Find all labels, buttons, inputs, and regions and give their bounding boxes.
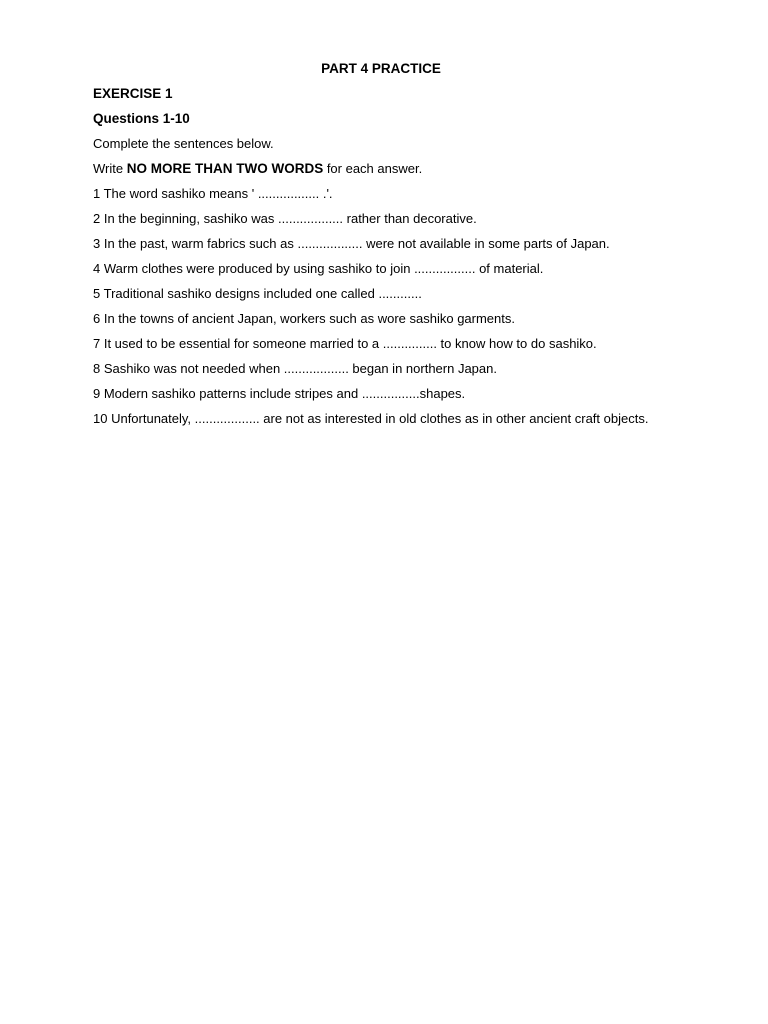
question-item-6: 6 In the towns of ancient Japan, workers such as wore sashiko garments. xyxy=(93,311,515,326)
question-item-9: 9 Modern sashiko patterns include stripes and ................shapes. xyxy=(93,386,466,401)
question-item-2: 2 In the beginning, sashiko was .................. rather than decorative. xyxy=(93,211,477,226)
question-item-7: 7 It used to be essential for someone married to a ............... to know how to do sashiko. xyxy=(93,336,597,351)
page-title: PART 4 PRACTICE xyxy=(321,61,441,76)
question-item-10: 10 Unfortunately, .................. are not as interested in old clothes as in other ancient craft objects. xyxy=(93,411,649,426)
question-item-5: 5 Traditional sashiko designs included one called ............ xyxy=(93,286,422,301)
question-list xyxy=(93,185,663,428)
question-item-1: 1 The word sashiko means ' ................. .'. xyxy=(93,186,333,201)
instruction-text xyxy=(93,160,663,178)
question-item-4: 4 Warm clothes were produced by using sashiko to join ................. of material. xyxy=(93,261,544,276)
instruction-emphasis: NO MORE THAN TWO WORDS xyxy=(126,161,324,176)
document-content xyxy=(93,60,663,435)
exercise-heading: EXERCISE 1 xyxy=(93,86,173,101)
intro-text: Complete the sentences below. xyxy=(93,136,274,151)
instruction-suffix: for each answer. xyxy=(323,161,423,176)
question-item-3: 3 In the past, warm fabrics such as .................. were not available in some parts of Japan. xyxy=(93,236,610,251)
instruction-prefix: Write xyxy=(93,161,127,176)
question-item-8: 8 Sashiko was not needed when .................. began in northern Japan. xyxy=(93,361,497,376)
questions-heading: Questions 1-10 xyxy=(93,111,190,126)
